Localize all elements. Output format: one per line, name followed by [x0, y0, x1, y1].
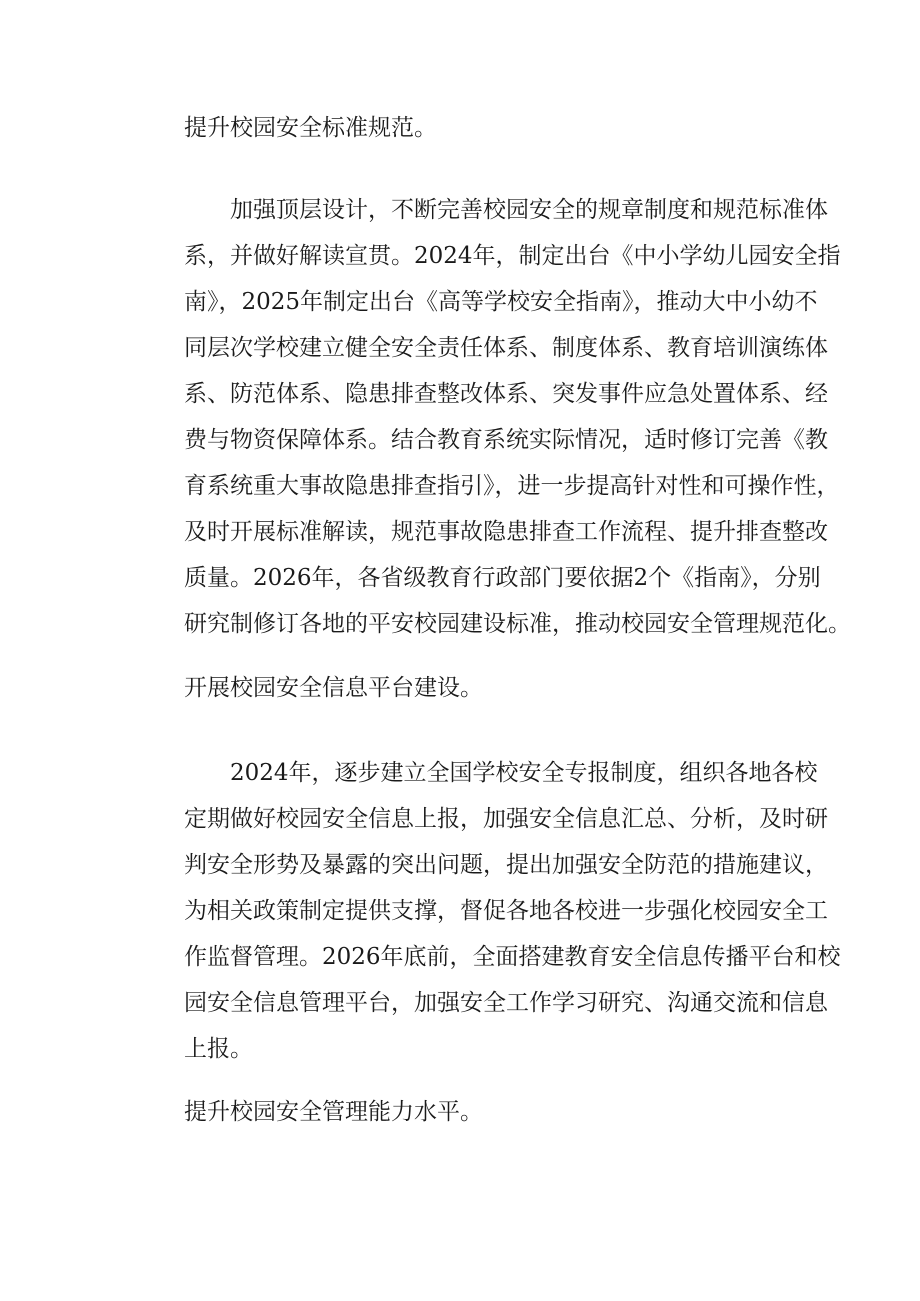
paragraph-line: 作监督管理。2026年底前，全面搭建教育安全信息传播平台和校 [184, 944, 841, 970]
paragraph-line: 及时开展标准解读，规范事故隐患排查工作流程、提升排查整改 [184, 519, 828, 545]
paragraph-line: 研究制修订各地的平安校园建设标准，推动校园安全管理规范化。 [184, 611, 851, 637]
paragraph-line: 为相关政策制定提供支撑，督促各地各校进一步强化校园安全工 [184, 898, 828, 924]
section-heading-management-capability: 提升校园安全管理能力水平。 [184, 1099, 483, 1125]
paragraph-line: 上报。 [184, 1036, 253, 1062]
paragraph-line: 判安全形势及暴露的突出问题，提出加强安全防范的措施建议， [184, 852, 828, 878]
paragraph-line: 南》，2025年制定出台《高等学校安全指南》，推动大中小幼不 [184, 289, 818, 315]
paragraph-line: 费与物资保障体系。结合教育系统实际情况，适时修订完善《教 [184, 427, 828, 453]
paragraph-safety-standards [138, 187, 851, 647]
paragraph-line: 定期做好校园安全信息上报，加强安全信息汇总、分析，及时研 [184, 806, 828, 832]
paragraph-line: 系，并做好解读宣贯。2024年，制定出台《中小学幼儿园安全指 [184, 243, 841, 269]
paragraph-info-platform [138, 750, 841, 1072]
section-heading-info-platform: 开展校园安全信息平台建设。 [184, 675, 483, 701]
paragraph-line: 质量。2026年，各省级教育行政部门要依据2个《指南》，分别 [184, 565, 821, 591]
paragraph-line: 加强顶层设计，不断完善校园安全的规章制度和规范标准体 [230, 197, 828, 223]
paragraph-line: 系、防范体系、隐患排查整改体系、突发事件应急处置体系、经 [184, 381, 828, 407]
paragraph-line: 育系统重大事故隐患排查指引》，进一步提高针对性和可操作性， [184, 473, 840, 499]
paragraph-line: 2024年，逐步建立全国学校安全专报制度，组织各地各校 [230, 760, 818, 786]
paragraph-line: 园安全信息管理平台，加强安全工作学习研究、沟通交流和信息 [184, 990, 828, 1016]
section-heading-safety-standards: 提升校园安全标准规范。 [184, 115, 437, 141]
paragraph-line: 同层次学校建立健全安全责任体系、制度体系、教育培训演练体 [184, 335, 828, 361]
